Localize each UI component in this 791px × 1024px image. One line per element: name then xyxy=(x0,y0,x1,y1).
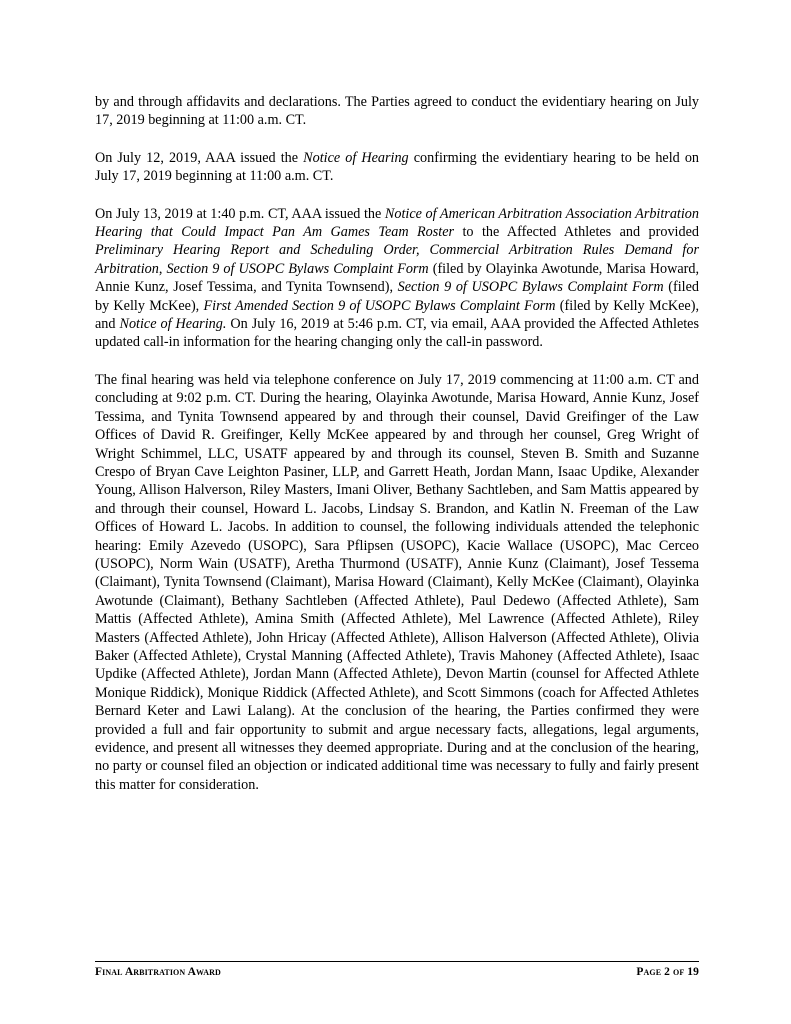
document-body xyxy=(95,93,699,813)
paragraph-text: by and through affidavits and declarations. The Parties agreed to conduct the evidentiary hearing on July 17, 2019 beginning at 11:00 a.m. CT. xyxy=(95,94,699,129)
document-title-italic: Section 9 of USOPC Bylaws Complaint Form xyxy=(166,260,429,277)
footer-divider xyxy=(95,961,699,962)
paragraph-text: confirming the evidentiary hearing to be held on July 17, 2019 beginning at 11:00 a.m. CT. xyxy=(95,149,700,185)
page-footer xyxy=(95,966,699,978)
paragraph-text: On July 16, 2019 at 5:46 p.m. CT, via email, AAA provided the Affected Athletes updated call-in information for the hearing changing only the call-in password. xyxy=(95,316,700,351)
of-label: of xyxy=(673,966,685,978)
document-title-italic: Notice of Hearing. xyxy=(119,316,227,333)
paragraph-text: to the Affected Athletes and provided xyxy=(454,224,699,241)
paragraph-text: (filed by Kelly McKee), and xyxy=(95,297,699,333)
footer-document-title: Final Arbitration Award xyxy=(95,966,221,978)
paragraph-aaa-notice-affected-athletes xyxy=(95,205,699,352)
document-title-italic: Notice of American Arbitration Association Arbitration Hearing that Could Impact Pan Am Games Team Roster xyxy=(95,205,699,241)
document-title-italic: Section 9 of USOPC Bylaws Complaint Form xyxy=(397,279,664,296)
document-title-italic: First Amended Section 9 of USOPC Bylaws Complaint Form xyxy=(203,297,556,314)
page-label: Page xyxy=(636,966,662,978)
document-title-italic: Notice of Hearing xyxy=(303,149,409,166)
paragraph-text: The final hearing was held via telephone conference on July 17, 2019 commencing at 11:00 a.m. CT and concluding at 9:02 p.m. CT. During the hearing, Olayinka Awotunde, Marisa Howard, Annie Kunz, Josef Tessima, and Tynita Townsend appeared by and through their counsel, David Greifinger of the Law Offices of David R. Greifinger, Kelly McKee appeared by and through her counsel, Greg Wright of Wright Schimmel, LLC, USATF appeared by and through its counsel, Steven B. Smith and Suzanne Crespo of Bryan Cave Leighton Pasiner, LLP, and Garrett Heath, Jordan Mann, Isaac Updike, Alexander Young, Allison Halverson, Riley Masters, Imani Oliver, Bethany Sachtleben, and Sam Mattis appeared by and through their counsel, Howard L. Jacobs, Lindsay S. Brandon, and Katlin N. Freeman of the Law Offices of Howard L. Jacobs. In addition to counsel, the following individuals attended the telephonic hearing: Emily Azevedo (USOPC), Sara Pflipsen (USOPC), Kacie Wallace (USOPC), Mac Cerceo (USOPC), Norm Wain (USATF), Aretha Thurmond (USATF), Annie Kunz (Claimant), Josef Tessema (Claimant), Tynita Townsend (Claimant), Marisa Howard (Claimant), Kelly McKee (Claimant), Olayinka Awotunde (Claimant), Bethany Sachtleben (Affected Athlete), Paul Dedewo (Affected Athlete), Sam Mattis (Affected Athlete), Amina Smith (Affected Athlete), Mel Lawrence (Affected Athlete), Riley Masters (Affected Athlete), John Hricay (Affected Athlete), Allison Halverson (Affected Athlete), Olivia Baker (Affected Athlete), Crystal Manning (Affected Athlete), Travis Mahoney (Affected Athlete), Isaac Updike (Affected Athlete), Jordan Mann (Affected Athlete), Devon Martin (counsel for Affected Athlete Monique Riddick), Monique Riddick (Affected Athlete), and Scott Simmons (coach for Affected Athletes Bernard Keter and Lawi Lalang). At the conclusion of the hearing, the Parties confirmed they were provided a full and fair opportunity to submit and argue necessary facts, allegations, legal arguments, evidence, and present all witnesses they deemed appropriate. During and at the conclusion of the hearing, no party or counsel filed an objection or indicated additional time was necessary to fully and fairly present this matter for consideration. xyxy=(95,371,699,793)
paragraph-notice-of-hearing xyxy=(95,149,699,186)
paragraph-text: On July 13, 2019 at 1:40 p.m. CT, AAA issued the xyxy=(95,205,385,222)
page-number: 2 xyxy=(664,966,671,978)
document-title-italic: Preliminary Hearing Report and Scheduling Order, Commercial Arbitration Rules Demand for Arbitration xyxy=(95,242,699,277)
paragraph-text: (filed by Kelly McKee), xyxy=(95,279,699,314)
paragraph-text: On July 12, 2019, AAA issued the xyxy=(95,149,304,166)
page-total: 19 xyxy=(687,966,699,978)
paragraph-text: (filed by Olayinka Awotunde, Marisa Howard, Annie Kunz, Josef Tessima, and Tynita Townsend), xyxy=(95,260,700,296)
footer-page-indicator xyxy=(636,966,699,978)
paragraph-text: , xyxy=(158,260,167,277)
paragraph-evidentiary-hearing-agreement xyxy=(95,93,699,130)
paragraph-final-hearing xyxy=(95,371,699,794)
